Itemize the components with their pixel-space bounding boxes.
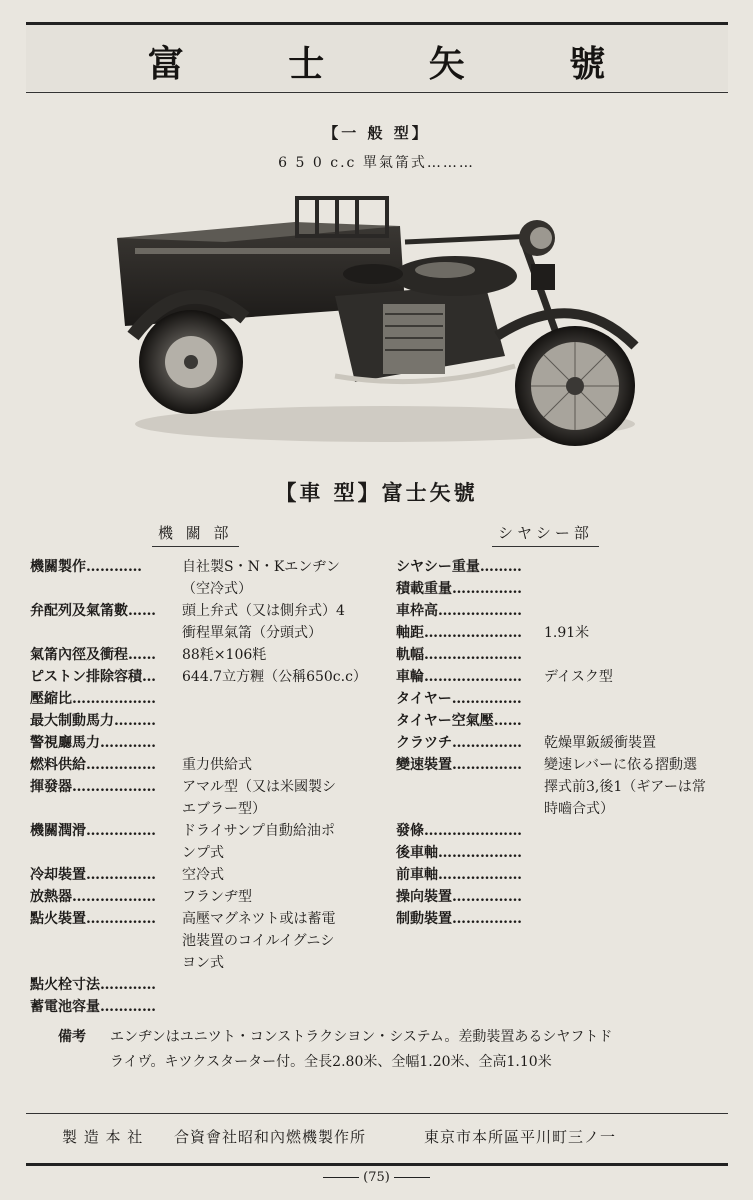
type-label: 【一 般 型】 <box>323 124 430 142</box>
spec-row <box>396 600 522 622</box>
spec-value-cont: 衝程單氣筩（分頭式） <box>182 625 322 641</box>
spec-value-cont: エブラー型） <box>182 801 266 817</box>
spec-row <box>30 556 341 597</box>
spec-row <box>396 842 522 864</box>
spec-value-cont: 擇式前3,後1（ギアーは常 <box>544 779 706 795</box>
spec-row <box>30 864 224 886</box>
spec-value-cont: （空冷式） <box>182 581 252 597</box>
spec-label: 機關潤滑…………… <box>30 823 156 839</box>
spec-value: 1.91米 <box>544 625 590 641</box>
spec-row <box>396 820 522 842</box>
spec-value: 空冷式 <box>182 867 224 883</box>
page-number: (75) <box>0 1170 753 1185</box>
model-label: 【車 型】富士矢號 <box>275 481 478 505</box>
spec-label: 點火裝置…………… <box>30 911 156 927</box>
spec-label: 車輪………………… <box>396 669 522 685</box>
remark-label: 備考 <box>58 1029 86 1045</box>
spec-label: 蓄電池容量………… <box>30 999 156 1015</box>
spec-value: 644.7立方糎（公稱650c.c） <box>182 669 367 685</box>
spec-label: 氣筩內徑及衝程…… <box>30 647 156 663</box>
spec-label: 警視廳馬力………… <box>30 735 156 751</box>
spec-label: 車枠高……………… <box>396 603 522 619</box>
spec-value: ドライサンプ自動給油ポ <box>182 823 335 839</box>
remark-text-line2: ライヴ。キツクスターター付。全長2.80米、全幅1.20米、全高1.10米 <box>110 1054 552 1070</box>
spec-label: 後車軸……………… <box>396 845 522 861</box>
maker-address: 東京市本所區平川町三ノ一 <box>424 1128 617 1146</box>
spec-value: 頭上弁式（又は側弁式）4 <box>182 603 345 619</box>
spec-value: 88粍×106粍 <box>182 647 267 663</box>
chassis-section-heading: シヤシー部 <box>492 522 599 547</box>
spec-row <box>396 622 590 644</box>
spec-row <box>30 886 252 908</box>
maker-name: 合資會社昭和內燃機製作所 <box>174 1128 367 1146</box>
spec-row <box>30 600 345 641</box>
tricycle-truck-photo <box>105 186 650 454</box>
spec-row <box>30 666 367 688</box>
spec-row <box>30 908 336 971</box>
footer-rule <box>26 1113 728 1114</box>
spec-row <box>30 974 156 996</box>
spec-row <box>30 996 156 1018</box>
spec-label: 機關製作………… <box>30 559 142 575</box>
title-rule <box>26 92 728 93</box>
spec-label: タイヤー空氣壓…… <box>396 713 522 729</box>
page-number-dash-left <box>323 1177 359 1178</box>
spec-label: 前車軸……………… <box>396 867 522 883</box>
spec-label: 冷却裝置…………… <box>30 867 156 883</box>
spec-label: 壓縮比……………… <box>30 691 156 707</box>
spec-label: シヤシー重量……… <box>396 559 522 575</box>
spec-row <box>396 710 522 732</box>
spec-row <box>396 732 656 754</box>
spec-value-cont: ンプ式 <box>182 845 224 861</box>
spec-label: 操向裝置…………… <box>396 889 522 905</box>
spec-row <box>396 578 522 600</box>
spec-value: 乾燥單鈑緩衝裝置 <box>544 735 656 751</box>
spec-row <box>396 908 522 930</box>
spec-label: タイヤー…………… <box>396 691 522 707</box>
spec-value: 自社製S・N・Kエンヂン <box>182 559 341 575</box>
spec-label: 點火栓寸法………… <box>30 977 156 993</box>
spec-row <box>30 688 156 710</box>
spec-value: 變速レバーに依る摺動選 <box>544 757 698 773</box>
engine-spec-line: 6 5 0 c.c 單氣筩式……… <box>278 155 475 171</box>
spec-label: 軌幅………………… <box>396 647 522 663</box>
spec-value-cont: 池裝置のコイルイグニシ <box>182 933 335 949</box>
remark-text-line1: エンヂンはユニツト・コンストラクシヨン・システム。差動裝置あるシヤフトド <box>110 1029 613 1045</box>
page-number-dash-right <box>394 1177 430 1178</box>
spec-label: ピストン排除容積… <box>30 669 156 685</box>
spec-value: 高壓マグネツト或は蓄電 <box>182 911 336 927</box>
maker-label: 製 造 本 社 <box>62 1128 144 1146</box>
spec-label: 變速裝置…………… <box>396 757 522 773</box>
page-title: 富 士 矢 號 <box>147 44 652 85</box>
spec-row <box>396 886 522 908</box>
spec-label: 軸距………………… <box>396 625 522 641</box>
spec-row <box>396 666 613 688</box>
spec-label: 放熱器……………… <box>30 889 156 905</box>
spec-label: 燃料供給…………… <box>30 757 156 773</box>
spec-value: フランヂ型 <box>182 889 252 905</box>
spec-row <box>396 556 522 578</box>
spec-row <box>30 820 335 861</box>
spec-label: 制動裝置…………… <box>396 911 522 927</box>
spec-row <box>30 732 156 754</box>
spec-label: 弁配列及氣筩數…… <box>30 603 156 619</box>
spec-row <box>30 754 252 776</box>
engine-section-heading: 機 關 部 <box>152 522 239 547</box>
spec-value: アマル型（又は米國製シ <box>182 779 336 795</box>
spec-row <box>396 754 706 817</box>
spec-label: 積載重量…………… <box>396 581 522 597</box>
spec-value: 重力供給式 <box>182 757 252 773</box>
bottom-rule <box>26 1163 728 1166</box>
spec-label: クラツチ…………… <box>396 735 522 751</box>
spec-row <box>30 644 267 666</box>
spec-row <box>30 710 156 732</box>
spec-label: 發條………………… <box>396 823 522 839</box>
page-number-value: 75 <box>368 1170 385 1185</box>
spec-value-cont: 時嚙合式） <box>544 801 614 817</box>
spec-row <box>396 864 522 886</box>
spec-value-cont: ヨン式 <box>182 955 224 971</box>
spec-label: 最大制動馬力……… <box>30 713 156 729</box>
spec-value: デイスク型 <box>544 669 613 685</box>
spec-row <box>396 688 522 710</box>
spec-row <box>396 644 522 666</box>
spec-label: 揮發器……………… <box>30 779 156 795</box>
spec-row <box>30 776 336 817</box>
